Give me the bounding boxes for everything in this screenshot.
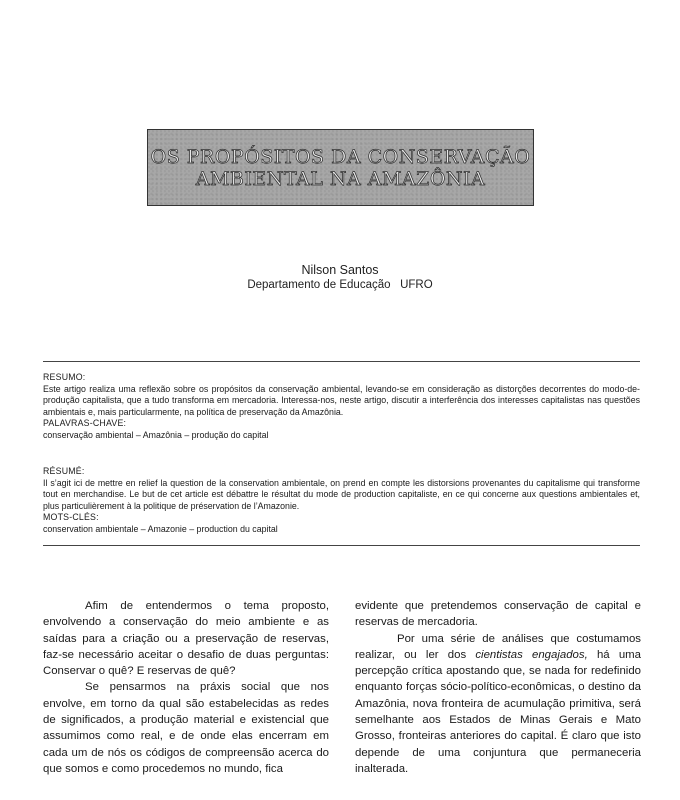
body-paragraph: Se pensarmos na práxis social que nos envolve, em torno da qual são estabelecidas as redes de significados, a produção material e existencial que assumimos como real, e de onde elas encerram em cada um de nós os códigos de compreensão acerca do que somos e como procedemos no mundo, fica [43,681,329,775]
author-name: Nilson Santos [301,263,379,277]
title-box [147,129,534,206]
body-paragraph [355,631,641,778]
emphasized-term: cientistas engajados, [475,648,588,661]
mots-cles-heading: MOTS-CLÉS: [43,512,99,523]
palavras-chave: conservação ambiental – Amazônia – produção do capital [43,429,269,440]
abstract-resumo [43,372,640,442]
resume-heading: RÉSUMÉ: [43,466,85,476]
article-title-line-1: OS PROPÓSITOS DA CONSERVAÇÃO [150,145,531,168]
palavras-chave-heading: PALAVRAS-CHAVE: [43,418,127,429]
resume-text: Il s’agit ici de mettre en relief la question de la conservation ambientale, on prend en compte les distorsions provenantes du capitalisme qui transforme tout en merchandise. Le but de cet article est débattre le résultat du mode de production capitaliste, en ce qui concerne aux questions ambientales et, plus particulièrement à la politique de préservation de l’Amazonie. [43,477,640,511]
resumo-heading: RESUMO: [43,372,86,382]
abstract-bottom-rule [43,545,640,546]
abstract-top-rule [43,361,640,362]
body-text: há uma percepção crítica apostando que, se nada for redefinido enquanto forças sócio-político-econômicas, o destino da Amazônia, nova fronteira de acumulação primitiva, será semelhante aos Estados de Minas Gerais e Mato Grosso, fronteiras anteriores do capital. É claro que isto depende de uma conjuntura que permaneceria inalterada. [355,648,641,775]
author-affiliation: Departamento de Educação UFRO [247,279,433,291]
mots-cles: conservation ambientale – Amazonie – production du capital [43,523,278,534]
article-title-line-2: AMBIENTAL NA AMAZÔNIA [195,167,486,190]
resumo-text: Este artigo realiza uma reflexão sobre os propósitos da conservação ambiental, levando-se em consideração as distorções decorrentes do modo-de-produção capitalista, que a tudo transforma em mercadoria. Interessa-nos, neste artigo, discutir a interferência dos interesses capitalistas nas questões ambientais e, mais particularmente, na política de preservação da Amazônia. [43,383,640,417]
body-right-column [355,598,641,777]
abstract-resume [43,466,640,536]
body-text: Por uma série de análises que costumamos realizar, ou ler dos [355,632,641,661]
body-left-column [43,598,329,777]
body-paragraph: Afim de entendermos o tema proposto, envolvendo a conservação do meio ambiente e as saídas para a criação ou a preservação de reservas, faz-se necessário aceitar o desafio de duas perguntas: Conservar o quê? E reservas de quê? [43,600,329,678]
body-paragraph: evidente que pretendemos conservação de capital e reservas de mercadoria. [355,600,641,629]
